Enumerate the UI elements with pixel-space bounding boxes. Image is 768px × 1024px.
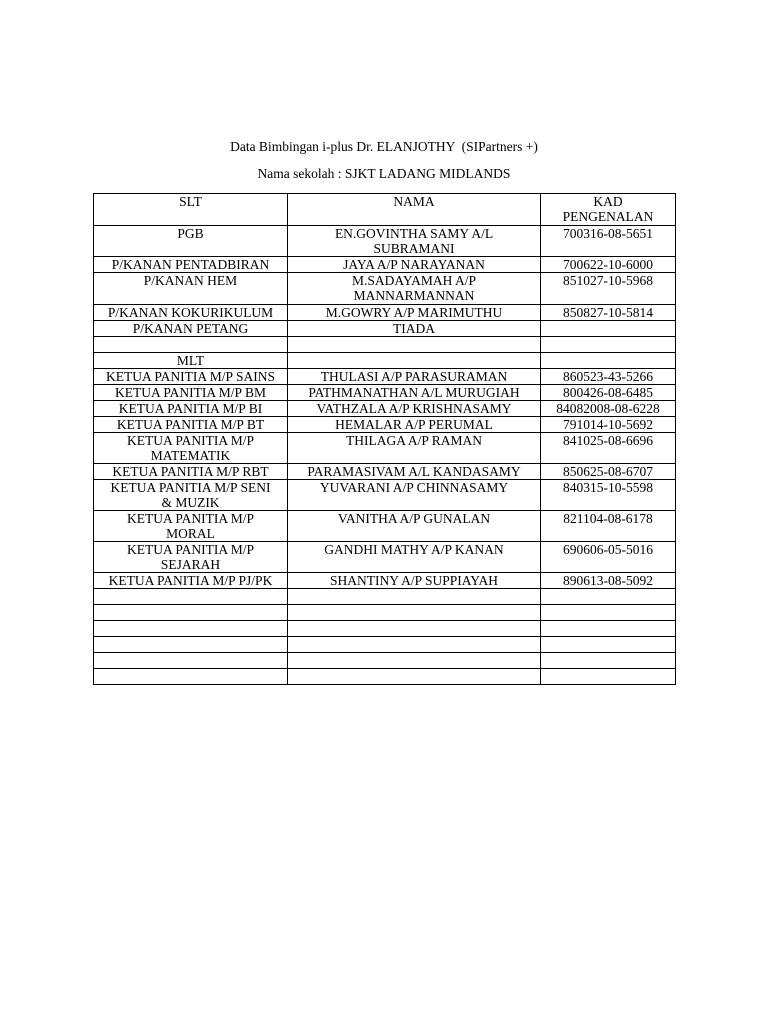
cell-slt: P/KANAN KOKURIKULUM [94,305,288,321]
cell-kad-pengenalan [541,337,676,353]
table-row [94,542,676,573]
table-row [94,337,676,353]
cell-kad-pengenalan: 840315-10-5598 [541,480,676,511]
table-row [94,321,676,337]
cell-slt: KETUA PANITIA M/P SAINS [94,369,288,385]
cell-slt: P/KANAN PETANG [94,321,288,337]
cell-slt: KETUA PANITIA M/P RBT [94,464,288,480]
table-row [94,433,676,464]
cell-slt [94,669,288,685]
cell-nama [288,605,541,621]
cell-nama: M.SADAYAMAH A/P MANNARMANNAN [288,273,541,305]
cell-slt: KETUA PANITIA M/P SENI & MUZIK [94,480,288,511]
cell-kad-pengenalan: 84082008-08-6228 [541,401,676,417]
cell-slt: MLT [94,353,288,369]
cell-nama [288,669,541,685]
table-row [94,417,676,433]
column-header-slt: SLT [94,194,288,226]
cell-slt: P/KANAN HEM [94,273,288,305]
cell-kad-pengenalan: 690606-05-5016 [541,542,676,573]
cell-kad-pengenalan: 821104-08-6178 [541,511,676,542]
cell-nama: PATHMANATHAN A/L MURUGIAH [288,385,541,401]
cell-nama: PARAMASIVAM A/L KANDASAMY [288,464,541,480]
cell-nama: GANDHI MATHY A/P KANAN [288,542,541,573]
cell-slt: KETUA PANITIA M/P MATEMATIK [94,433,288,464]
table-row [94,257,676,273]
table-row [94,511,676,542]
cell-kad-pengenalan: 791014-10-5692 [541,417,676,433]
cell-kad-pengenalan [541,653,676,669]
column-header-kad-pengenalan: KAD PENGENALAN [541,194,676,226]
cell-slt: KETUA PANITIA M/P BI [94,401,288,417]
cell-slt [94,637,288,653]
cell-slt [94,621,288,637]
table-row [94,573,676,589]
table-row [94,369,676,385]
cell-nama: JAYA A/P NARAYANAN [288,257,541,273]
cell-kad-pengenalan [541,605,676,621]
cell-nama [288,621,541,637]
cell-kad-pengenalan [541,353,676,369]
school-name-line: Nama sekolah : SJKT LADANG MIDLANDS [257,166,511,181]
table-row [94,653,676,669]
cell-nama: M.GOWRY A/P MARIMUTHU [288,305,541,321]
cell-kad-pengenalan: 700316-08-5651 [541,226,676,257]
cell-slt: KETUA PANITIA M/P BM [94,385,288,401]
cell-slt [94,589,288,605]
cell-nama [288,337,541,353]
cell-nama: EN.GOVINTHA SAMY A/L SUBRAMANI [288,226,541,257]
cell-kad-pengenalan: 851027-10-5968 [541,273,676,305]
column-header-nama: NAMA [288,194,541,226]
table-row [94,226,676,257]
table-row [94,480,676,511]
cell-kad-pengenalan: 860523-43-5266 [541,369,676,385]
cell-slt: KETUA PANITIA M/P BT [94,417,288,433]
cell-nama: VATHZALA A/P KRISHNASAMY [288,401,541,417]
table-row [94,589,676,605]
cell-kad-pengenalan [541,669,676,685]
cell-kad-pengenalan [541,321,676,337]
cell-kad-pengenalan: 850625-08-6707 [541,464,676,480]
cell-slt: KETUA PANITIA M/P MORAL [94,511,288,542]
cell-nama: THILAGA A/P RAMAN [288,433,541,464]
cell-kad-pengenalan [541,589,676,605]
cell-slt [94,653,288,669]
cell-nama: HEMALAR A/P PERUMAL [288,417,541,433]
cell-nama [288,589,541,605]
staff-table-body [94,194,676,685]
table-row [94,353,676,369]
table-row [94,401,676,417]
cell-slt [94,605,288,621]
cell-slt: PGB [94,226,288,257]
staff-table [93,193,676,685]
cell-nama: VANITHA A/P GUNALAN [288,511,541,542]
cell-kad-pengenalan: 700622-10-6000 [541,257,676,273]
cell-kad-pengenalan: 850827-10-5814 [541,305,676,321]
table-row [94,621,676,637]
table-row [94,605,676,621]
table-row [94,464,676,480]
cell-slt: KETUA PANITIA M/P SEJARAH [94,542,288,573]
cell-kad-pengenalan [541,637,676,653]
table-row [94,385,676,401]
cell-kad-pengenalan [541,621,676,637]
table-row [94,637,676,653]
cell-kad-pengenalan: 800426-08-6485 [541,385,676,401]
cell-nama: YUVARANI A/P CHINNASAMY [288,480,541,511]
table-header-row [94,194,676,226]
table-row [94,305,676,321]
cell-nama [288,637,541,653]
document-title: Data Bimbingan i-plus Dr. ELANJOTHY (SIPartners +) [230,139,538,154]
cell-nama: TIADA [288,321,541,337]
cell-slt: P/KANAN PENTADBIRAN [94,257,288,273]
cell-kad-pengenalan: 841025-08-6696 [541,433,676,464]
table-row [94,273,676,305]
cell-nama [288,653,541,669]
cell-slt [94,337,288,353]
table-row [94,669,676,685]
cell-nama: THULASI A/P PARASURAMAN [288,369,541,385]
cell-kad-pengenalan: 890613-08-5092 [541,573,676,589]
cell-slt: KETUA PANITIA M/P PJ/PK [94,573,288,589]
cell-nama [288,353,541,369]
cell-nama: SHANTINY A/P SUPPIAYAH [288,573,541,589]
